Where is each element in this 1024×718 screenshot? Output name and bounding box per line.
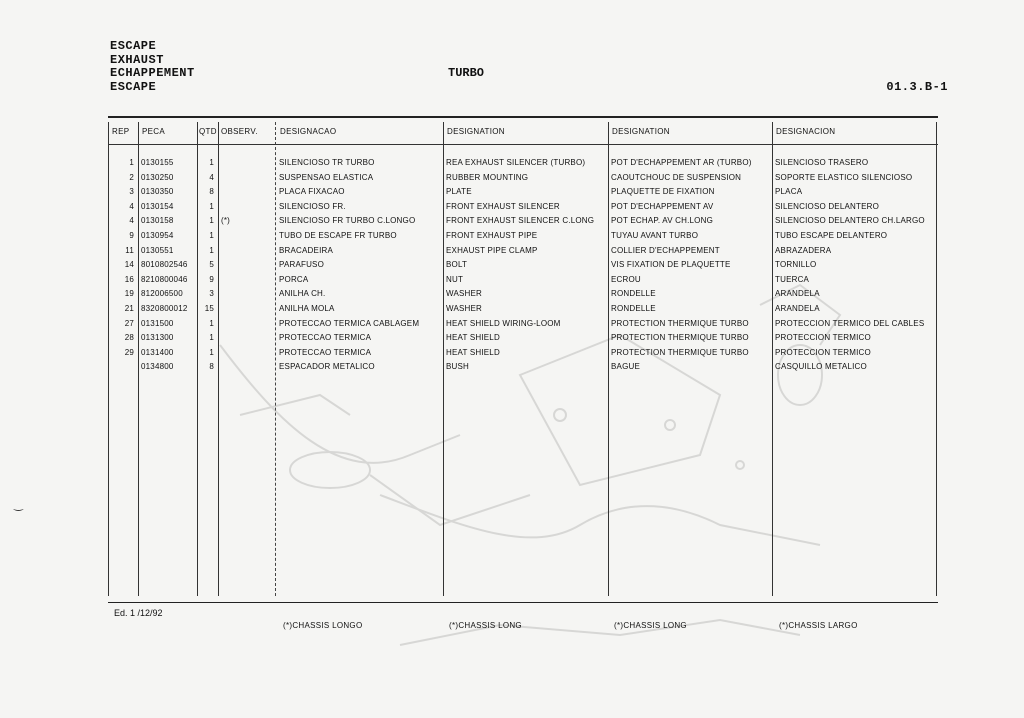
cell-qtd: 1	[209, 231, 214, 240]
cell-pt: SILENCIOSO FR TURBO C.LONGO	[279, 216, 416, 226]
cell-qtd: 8	[209, 362, 214, 372]
col-header-designacion: DESIGNACION	[776, 127, 836, 136]
title-en: EXHAUST	[110, 52, 164, 67]
col-header-rep: REP	[112, 127, 130, 136]
cell-qtd: 3	[209, 289, 214, 299]
cell-fr: PROTECTION THERMIQUE TURBO	[611, 333, 749, 343]
cell-peca: 0134800	[141, 362, 174, 372]
cell-en: EXHAUST PIPE CLAMP	[446, 245, 538, 255]
parts-table	[108, 116, 938, 603]
cell-rep: 14	[124, 260, 134, 270]
cell-peca: 0130350	[141, 187, 174, 197]
cell-en: RUBBER MOUNTING	[446, 172, 529, 182]
cell-en: NUT	[446, 274, 464, 284]
cell-es: SILENCIOSO DELANTERO	[775, 201, 880, 211]
cell-fr: TUYAU AVANT TURBO	[611, 231, 699, 240]
cell-en: HEAT SHIELD	[446, 347, 500, 357]
cell-es: SILENCIOSO DELANTERO CH.LARGO	[775, 216, 925, 226]
cell-fr: COLLIER D'ECHAPPEMENT	[611, 245, 720, 255]
table-row	[108, 202, 938, 216]
cell-pt: PROTECCAO TERMICA CABLAGEM	[279, 318, 420, 328]
cell-rep: 2	[129, 172, 134, 182]
cell-es: SOPORTE ELASTICO SILENCIOSO	[775, 172, 913, 182]
table-row	[108, 304, 938, 318]
cell-en: FRONT EXHAUST SILENCER C.LONG	[446, 216, 595, 226]
cell-rep: 4	[129, 216, 134, 226]
cell-qtd: 1	[209, 201, 214, 211]
table-row	[108, 231, 938, 245]
col-header-qtd: QTD	[199, 127, 217, 136]
cell-rep: 16	[124, 274, 134, 284]
page-reference: 01.3.B-1	[886, 80, 948, 94]
col-header-designation-fr: DESIGNATION	[612, 127, 670, 136]
margin-mark: ‿	[14, 499, 23, 511]
cell-qtd: 1	[209, 333, 214, 343]
cell-rep: 1	[129, 158, 134, 167]
cell-qtd: 1	[209, 318, 214, 328]
cell-es: PROTECCION TERMICO	[775, 333, 871, 343]
cell-en: WASHER	[446, 289, 483, 299]
footnote-es: (*)CHASSIS LARGO	[779, 621, 858, 630]
cell-obs: (*)	[221, 216, 231, 226]
table-row	[108, 173, 938, 187]
cell-peca: 0130551	[141, 245, 174, 255]
cell-fr: BAGUE	[611, 362, 641, 372]
table-row	[108, 348, 938, 362]
cell-pt: PLACA FIXACAO	[279, 187, 345, 197]
table-row	[108, 246, 938, 260]
table-row	[108, 216, 938, 230]
cell-pt: PROTECCAO TERMICA	[279, 333, 372, 343]
cell-qtd: 4	[209, 172, 214, 182]
cell-fr: POT D'ECHAPPEMENT AR (TURBO)	[611, 158, 752, 167]
cell-pt: PARAFUSO	[279, 260, 325, 270]
cell-fr: PLAQUETTE DE FIXATION	[611, 187, 715, 197]
cell-rep: 21	[124, 304, 134, 313]
cell-pt: SILENCIOSO FR.	[279, 201, 346, 211]
cell-rep: 3	[129, 187, 134, 197]
cell-en: FRONT EXHAUST PIPE	[446, 231, 538, 240]
cell-fr: CAOUTCHOUC DE SUSPENSION	[611, 172, 742, 182]
footnote-fr: (*)CHASSIS LONG	[614, 621, 687, 630]
cell-qtd: 1	[209, 245, 214, 255]
cell-peca: 0130954	[141, 231, 174, 240]
cell-peca: 8320800012	[141, 304, 188, 313]
cell-es: PLACA	[775, 187, 803, 197]
cell-fr: RONDELLE	[611, 289, 656, 299]
section-titles	[110, 40, 195, 94]
title-es: ESCAPE	[110, 79, 157, 94]
cell-en: HEAT SHIELD	[446, 333, 500, 343]
cell-es: TUBO ESCAPE DELANTERO	[775, 231, 888, 240]
cell-fr: RONDELLE	[611, 304, 656, 313]
cell-en: BUSH	[446, 362, 470, 372]
cell-en: FRONT EXHAUST SILENCER	[446, 201, 560, 211]
cell-rep: 9	[129, 231, 134, 240]
cell-es: CASQUILLO METALICO	[775, 362, 867, 372]
cell-fr: VIS FIXATION DE PLAQUETTE	[611, 260, 731, 270]
title-fr: ECHAPPEMENT	[110, 66, 195, 80]
section-title: TURBO	[448, 66, 485, 80]
cell-pt: ANILHA CH.	[279, 289, 326, 299]
cell-rep: 19	[124, 289, 134, 299]
table-row	[108, 333, 938, 347]
cell-fr: PROTECTION THERMIQUE TURBO	[611, 347, 749, 357]
cell-pt: PORCA	[279, 274, 309, 284]
cell-fr: PROTECTION THERMIQUE TURBO	[611, 318, 749, 328]
cell-rep: 11	[125, 245, 134, 255]
cell-peca: 8210800046	[141, 274, 188, 284]
cell-peca: 812006500	[141, 289, 183, 299]
cell-es: ARANDELA	[775, 304, 820, 313]
col-header-designacao: DESIGNACAO	[280, 127, 337, 136]
table-row	[108, 260, 938, 274]
table-row	[108, 158, 938, 172]
cell-en: PLATE	[446, 187, 472, 197]
cell-es: PROTECCION TERMICO	[775, 347, 871, 357]
cell-en: HEAT SHIELD WIRING-LOOM	[446, 318, 561, 328]
cell-pt: TUBO DE ESCAPE FR TURBO	[279, 231, 397, 240]
cell-fr: POT D'ECHAPPEMENT AV	[611, 201, 714, 211]
table-row	[108, 319, 938, 333]
cell-es: TUERCA	[775, 274, 810, 284]
cell-peca: 0131400	[141, 347, 174, 357]
cell-en: BOLT	[446, 260, 468, 270]
footnote-en: (*)CHASSIS LONG	[449, 621, 522, 630]
cell-fr: POT ECHAP. AV CH.LONG	[611, 216, 714, 226]
cell-en: WASHER	[446, 304, 483, 313]
cell-qtd: 5	[209, 260, 214, 270]
cell-peca: 0130155	[141, 158, 174, 167]
cell-fr: ECROU	[611, 274, 641, 284]
cell-qtd: 9	[209, 274, 214, 284]
cell-rep: 28	[124, 333, 134, 343]
col-header-designation-en: DESIGNATION	[447, 127, 505, 136]
cell-peca: 8010802546	[141, 260, 188, 270]
cell-pt: PROTECCAO TERMICA	[279, 347, 372, 357]
cell-rep: 27	[124, 318, 134, 328]
cell-peca: 0131300	[141, 333, 174, 343]
title-pt: ESCAPE	[110, 39, 157, 53]
table-row	[108, 289, 938, 303]
cell-pt: BRACADEIRA	[279, 245, 334, 255]
cell-peca: 0130154	[141, 201, 174, 211]
cell-qtd: 15	[204, 304, 214, 313]
table-row	[108, 362, 938, 376]
cell-pt: ANILHA MOLA	[279, 304, 335, 313]
cell-pt: ESPACADOR METALICO	[279, 362, 375, 372]
cell-peca: 0131500	[141, 318, 174, 328]
cell-pt: SUSPENSAO ELASTICA	[279, 172, 374, 182]
cell-qtd: 8	[209, 187, 214, 197]
edition-date: Ed. 1 /12/92	[114, 608, 163, 618]
cell-qtd: 1	[209, 158, 214, 167]
cell-qtd: 1	[209, 347, 214, 357]
table-row	[108, 187, 938, 201]
cell-es: TORNILLO	[775, 260, 817, 270]
cell-peca: 0130250	[141, 172, 174, 182]
cell-rep: 4	[129, 201, 134, 211]
cell-peca: 0130158	[141, 216, 174, 226]
footnote-pt: (*)CHASSIS LONGO	[283, 621, 363, 630]
cell-qtd: 1	[209, 216, 214, 226]
cell-es: ARANDELA	[775, 289, 820, 299]
cell-es: PROTECCION TERMICO DEL CABLES	[775, 318, 925, 328]
col-header-observ: OBSERV.	[221, 127, 258, 136]
cell-en: REA EXHAUST SILENCER (TURBO)	[446, 158, 586, 167]
col-header-peca: PECA	[142, 127, 165, 136]
table-row	[108, 275, 938, 289]
cell-pt: SILENCIOSO TR TURBO	[279, 158, 375, 167]
cell-es: SILENCIOSO TRASERO	[775, 158, 869, 167]
cell-es: ABRAZADERA	[775, 245, 832, 255]
cell-rep: 29	[124, 347, 134, 357]
